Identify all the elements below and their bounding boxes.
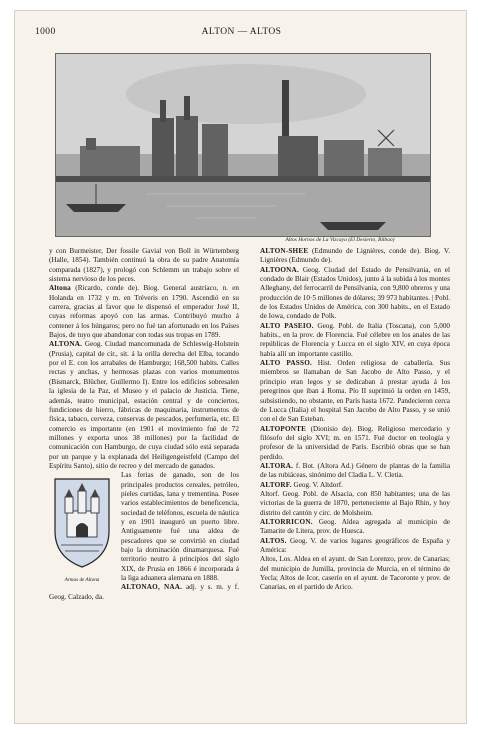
left-column	[49, 247, 239, 602]
coat-of-arms-figure	[49, 473, 115, 585]
entry-text: (Dionisio de). Biog. Religioso mercedario y filósofo del siglo XVI; m. en 1571. Fué doctor en teología y profesor de la universidad de París. Escribió obras que se han perdido.	[260, 424, 451, 461]
page-header	[35, 27, 448, 41]
entry-altoona	[260, 266, 450, 322]
headword: ALTONAO, NAA.	[121, 583, 183, 592]
headword: ALTO PASSO.	[260, 359, 312, 368]
headword: ALTOS.	[260, 536, 287, 545]
shield-icon	[49, 473, 115, 573]
entry-alto-paseio	[260, 322, 450, 359]
photo-caption: Altos Hornos de La Vizcaya (El Desierto, Bilbao)	[285, 237, 395, 243]
sub-headword: Altorf.	[260, 489, 280, 498]
entry-text: Geog. Pobl. de Italia (Toscana), con 5,000 habits., en la prov. de Florencia. Fué célebre en los anales de las repúblicas de Florencia y Lucca en el siglo XIV, en cuya época había allí un importante castillo.	[260, 321, 451, 358]
entry-alto-passo	[260, 359, 450, 424]
headword: ALTO PASEIO.	[260, 321, 314, 330]
entry-altos-sub: Altos, Los. Aldea en el ayunt. de San Lorenzo, prov. de Canarias; del municipio de Jumilla, provincia de Murcia, en el término de Yecla; Altos de Icor, caserío en el ayunt. de Tacoronte y prov. de Canarias, en el partido de Arico.	[260, 555, 450, 592]
book-page	[14, 10, 467, 724]
blast-furnaces-photo	[55, 53, 431, 237]
headword: ALTONA.	[49, 340, 83, 349]
industrial-scene-illustration	[56, 54, 430, 236]
entry-text: Hist. Orden religiosa de caballería. Sus miembros se llamaban de San Jacobo de Alto Passo, y el principio eran legos y se dedicaban á prestar ayuda á los peregrinos que iban á Roma. Pío II suprimió la orden en 1459, subsistiendo, no obstante, en París hasta 1672. Pandecieron cerca de Lucca (Italia) el hospital San Jacobo de Alto Passo, y se unió con el de San Esteban.	[260, 359, 451, 424]
entry-text: Geog. Pobl. de Alsacia, con 850 habitantes; una de las victorias de la guerra de 1870, perteneciente al Bajo Rhin, y hoy distrito del cantón y circ. de Molsheim.	[260, 489, 450, 517]
running-title: ALTON — ALTOS	[201, 27, 282, 37]
page-number: 1000	[35, 27, 56, 37]
entry-continuation: y con Burmeister, Der fossile Gavial von Boll in Würtemberg (Halle, 1854). También continuó la obra de su padre Anatomía comparada (1827), y prologó con Schlemm un trabajo sobre el sistema nervioso de los peces.	[49, 247, 239, 284]
entry-text: Geog. V. de varios lugares geográficos de España y América:	[260, 536, 450, 554]
entry-altora	[260, 462, 450, 481]
headword: ALTON-SHEE	[260, 247, 309, 255]
entry-altorf-alsace	[260, 490, 450, 518]
entry-alton-shee	[260, 247, 450, 266]
entry-altona-person	[49, 284, 239, 340]
entry-text: Geog. Ciudad del Estado de Pensilvania, en el condado de Blair (Estados Unidos), junto á la subida á los montes Alleghany, del ferrocarril de Pensilvania, con 9,800 obreros y una producción de 10·5 millones de dólares; 39 973 habitantes. | Pobl. de los Estados Unidos de América, con 300 habits., en el Estado de Iowa, condado de Polk.	[260, 265, 450, 321]
entry-text: f. Bot. (Altora Ad.) Género de plantas de la familia de las rubiáceas, sinónimo del Cladia L. V. Cletia.	[260, 461, 451, 480]
entry-altona-city-continued: Las ferias de ganado, son de los principales productos cereales, petróleo, pieles curtidas, lana y trementina. Posee varios establecimientos de beneficencia, sociedad de teléfonos, escuela de náutica y en 1901 inauguró un puerto libre. Antiguamente fué una aldea de pescadores que se convirtió en ciudad bajo la dominación dinamarquesa. Fué territorio neutro á principios del siglo XIX, de Prusia en 1866 é incorporada á la liga aduanera alemana en 1888.	[121, 471, 239, 583]
entry-text: Geog. Ciudad mancomunada de Schleswig-Holstein (Prusia), capital de cír., sit. á la orilla derecha del Elba, tocando por el E. con los arrabales de Hamburgo; 168,500 habits. Calles rectas y anchas, y hermosas plazas con varios monumentos (Bismarck, Blücher, Guillermo I). Entre los edificios sobresalen la iglesia de la Paz, el Museo y el palacio de Justicia. Tiene, además, teatro municipal, estación central y de conciertos, fundiciones de hierro, fábricas de maquinaria, instrumentos de física, tabaco, cerveza, conservas de pescados, perfumería, etc. El comercio es importante (en 1901 el movimiento fué de 72 millones y exporta unos 38 millones) por la facilidad de comunicación con Hamburgo, de cuya ciudad sólo está separada por un parque y la explanada del Heiligengeistfeld (Campo del Espíritu Santo), sitio de recreo y del mercado de ganados.	[49, 340, 240, 470]
entry-text: (Ricardo, conde de). Biog. General austríaco, n. en Holanda en 1732 y m. en Tréveris en 1790. Ascendió en su carrera, gracias al favor que le dispensó el emperador José II, cuyas reformas apoyó con las armas. Contribuyó mucho á contener á los húngaros; pero no fué tan afortunado en los Países Bajos, de tuyo que abandonar con todas sus tropas en 1789.	[49, 284, 240, 340]
entry-altos	[260, 537, 450, 556]
headword: ALTORF.	[260, 480, 292, 489]
arms-caption: Armas de Altona	[64, 576, 100, 583]
entry-altoponte	[260, 425, 450, 462]
headword: ALTORA.	[260, 461, 294, 470]
headword: ALTOPONTE	[260, 424, 307, 433]
headword: ALTOONA.	[260, 265, 299, 274]
entry-text: adj. y s. m. y f. Geog. Calzado, da.	[49, 583, 240, 601]
entry-altona-city	[49, 340, 239, 471]
entry-text: Geog. Aldea agregada al municipio de Tamarite de Litera, prov. de Huesca.	[260, 517, 450, 536]
entry-altorf	[260, 481, 450, 490]
headword: ALTORRICON.	[260, 517, 313, 526]
entry-altonao	[49, 583, 239, 602]
entry-text: (Edmundo de Lignières, conde de). Biog. V. Lignières (Edmundo de).	[260, 247, 450, 265]
right-column	[260, 247, 450, 593]
headword: Altona	[49, 284, 71, 293]
entry-altorricon	[260, 518, 450, 537]
entry-text: Geog. V. Altdorf.	[293, 480, 343, 489]
